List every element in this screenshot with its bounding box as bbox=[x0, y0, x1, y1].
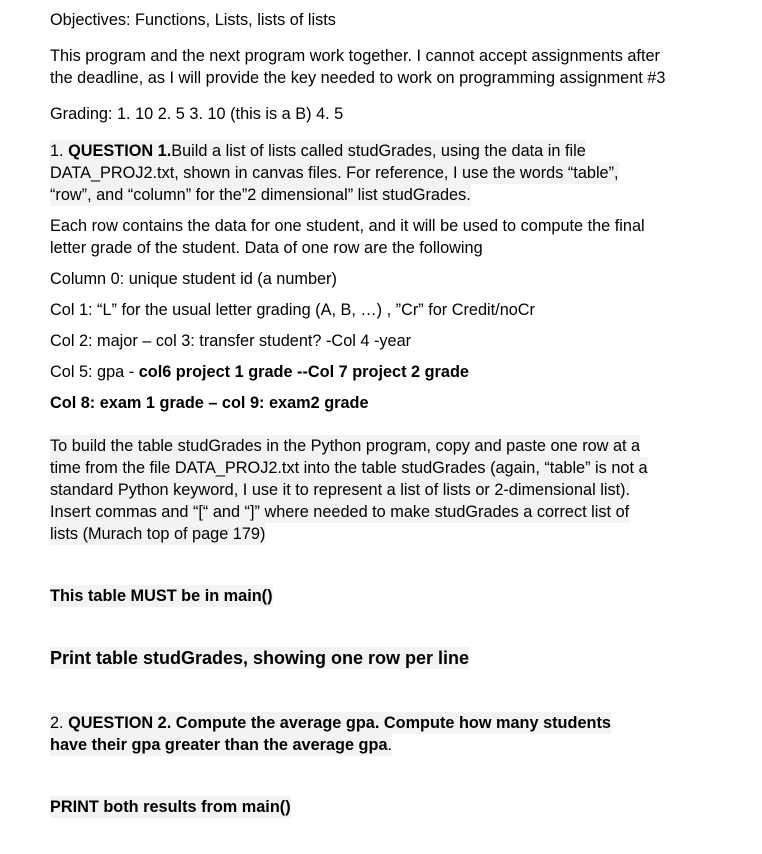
print-both-line bbox=[50, 796, 291, 818]
build-line-1: To build the table studGrades in the Python program, copy and paste one row at a bbox=[50, 437, 641, 455]
column-0-desc: Column 0: unique student id (a number) bbox=[50, 270, 337, 288]
column-8-9-bold: Col 8: exam 1 grade – col 9: exam2 grade bbox=[50, 394, 369, 412]
intro-line-2: the deadline, as I will provide the key needed to work on programming assignment #3 bbox=[50, 69, 666, 87]
column-1-desc: Col 1: “L” for the usual letter grading (A, B, …) , ”Cr” for Credit/noCr bbox=[50, 301, 535, 319]
build-line-2: time from the file DATA_PROJ2.txt into the table studGrades (again, “table” is not a bbox=[50, 459, 648, 477]
build-line-4: Insert commas and “[“ and “]” where needed to make studGrades a correct list of bbox=[50, 503, 630, 521]
q1-line-3: “row”, and “column” for the”2 dimensional” list studGrades. bbox=[50, 186, 471, 204]
q2-line2-tail: . bbox=[387, 736, 393, 754]
build-line-3: standard Python keyword, I use it to represent a list of lists or 2-dimensional list). bbox=[50, 481, 631, 499]
intro-line-1: This program and the next program work together. I cannot accept assignments after bbox=[50, 47, 660, 65]
q2-line-1 bbox=[50, 712, 611, 734]
q1-line-2: DATA_PROJ2.txt, shown in canvas files. For reference, I use the words “table”, bbox=[50, 164, 619, 182]
must-main-line bbox=[50, 585, 273, 607]
build-line-5: lists (Murach top of page 179) bbox=[50, 525, 266, 543]
q2-line2-bold: have their gpa greater than the average gpa bbox=[50, 736, 388, 754]
must-main-text: This table MUST be in main() bbox=[50, 587, 273, 605]
column-8-desc bbox=[50, 392, 369, 414]
q2-line1-bold: QUESTION 2. Compute the average gpa. Compute how many students bbox=[68, 714, 611, 732]
grading-line: Grading: 1. 10 2. 5 3. 10 (this is a B) 4. 5 bbox=[50, 105, 344, 123]
print-table-text: Print table studGrades, showing one row per line bbox=[50, 648, 470, 668]
q1-label: QUESTION 1. bbox=[68, 142, 172, 160]
column-5-desc bbox=[50, 361, 469, 383]
q1-line1-text: Build a list of lists called studGrades, using the data in file bbox=[171, 142, 586, 160]
print-both-text: PRINT both results from main() bbox=[50, 798, 291, 816]
each-row-line-2: letter grade of the student. Data of one row are the following bbox=[50, 239, 483, 257]
column-2-desc: Col 2: major – col 3: transfer student? -Col 4 -year bbox=[50, 332, 412, 350]
print-table-line bbox=[50, 647, 469, 669]
q2-line-2 bbox=[50, 734, 392, 756]
column-5-plain: Col 5: gpa - bbox=[50, 363, 139, 381]
q2-number: 2. bbox=[50, 714, 64, 732]
each-row-line-1: Each row contains the data for one student, and it will be used to compute the final bbox=[50, 217, 645, 235]
q1-number: 1. bbox=[50, 142, 64, 160]
column-6-7-bold: col6 project 1 grade --Col 7 project 2 grade bbox=[138, 363, 469, 381]
objectives-heading: Objectives: Functions, Lists, lists of lists bbox=[50, 11, 336, 29]
q1-line-1 bbox=[50, 140, 586, 162]
